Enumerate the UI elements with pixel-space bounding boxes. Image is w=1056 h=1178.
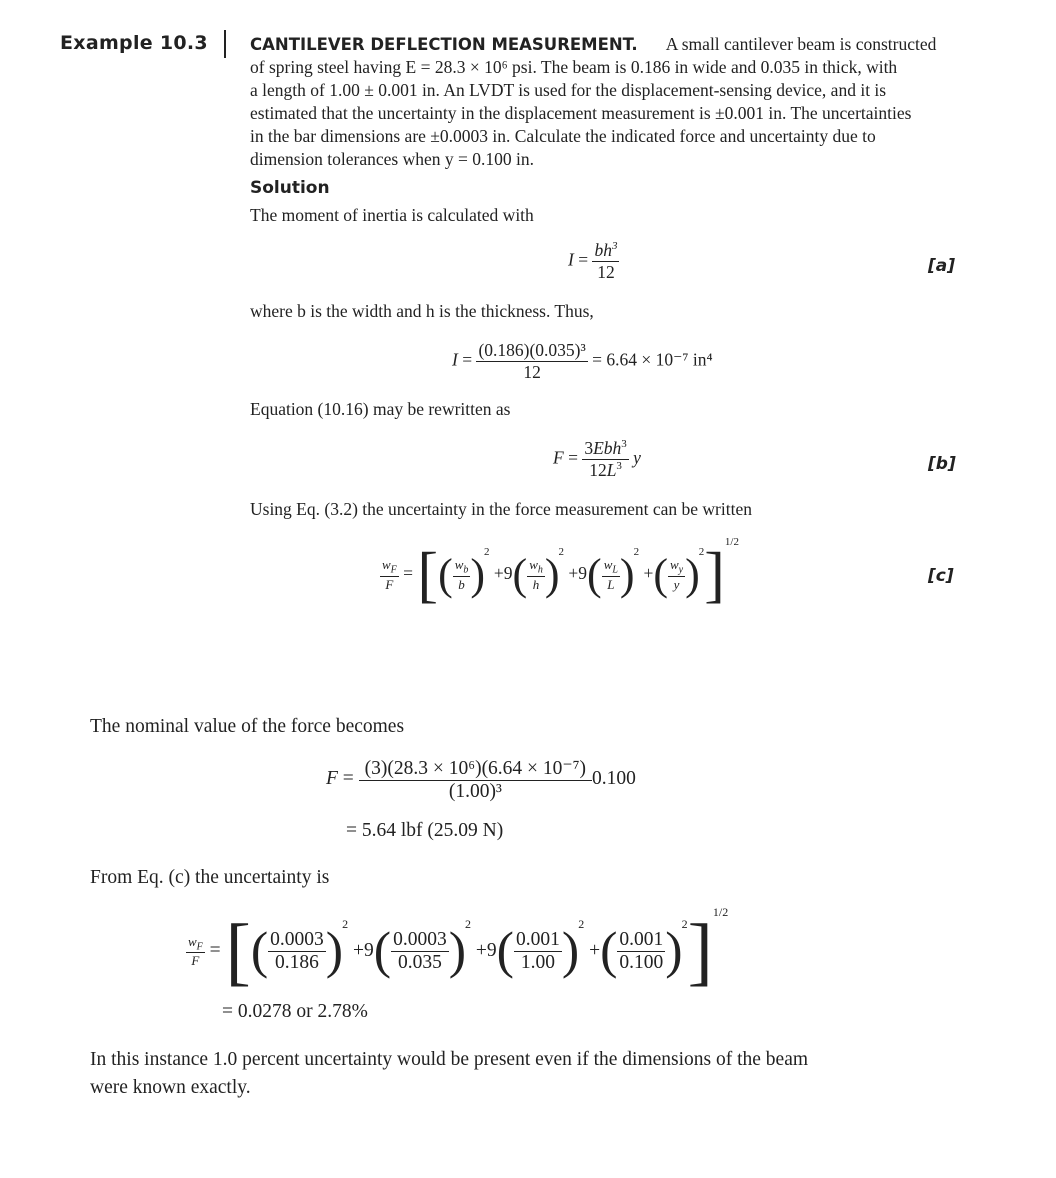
uncertainty-term-numerator: 0.0003	[393, 929, 447, 951]
example-divider	[224, 30, 226, 58]
uncertainty-term-denominator: 0.186	[275, 952, 319, 974]
conclusion-line: were known exactly.	[90, 1077, 251, 1098]
uncertainty-term-numerator: 0.001	[619, 929, 664, 951]
inertia-calculation: I = $\frac{\text{(0.186)(0.035)³}}{12}$ = 6.64 × 10⁻⁷ in⁴	[452, 340, 713, 382]
uncertainty-term-numerator: 0.0003	[270, 929, 324, 951]
example-title: CANTILEVER DEFLECTION MEASUREMENT.	[250, 35, 638, 54]
problem-statement	[250, 33, 956, 171]
nominal-text: The nominal value of the force becomes	[90, 716, 405, 737]
equation-a: I = $\frac{bh^3}{12}$	[568, 240, 618, 282]
statement-line: of spring steel having E = 28.3 × 10⁶ psi. The beam is 0.186 in wide and 0.035 in thick, with	[250, 57, 898, 77]
force-numerator: (3)(28.3 × 10⁶)(6.64 × 10⁻⁷)	[359, 756, 592, 781]
inertia-denominator: 12	[523, 362, 541, 382]
force-denominator: (1.00)³	[448, 781, 502, 802]
equation-b: F = $\frac{3Ebh^3}{12L^3}$ y	[553, 438, 641, 480]
statement-line: in the bar dimensions are ±0.0003 in. Calculate the indicated force and uncertainty due to	[250, 126, 876, 146]
uncertainty-intro: Using Eq. (3.2) the uncertainty in the force measurement can be written	[250, 499, 752, 519]
conclusion-line: In this instance 1.0 percent uncertainty would be present even if the dimensions of the beam	[90, 1049, 809, 1070]
equation-tag-c: [c]	[928, 566, 954, 586]
statement-line: A small cantilever beam is constructed	[665, 34, 937, 54]
uncertainty-calculation: $\frac{w_F}{F}$ = [( $\frac{0.0003}{0.186}$ )$^2$ +9( $\frac{0.0003}{0.035}$ )$^2$ +9( $\frac{0.001}{1.00}$ )$^2$ +( $\frac{0.001}{0.100}$ )$^2$]$^{1/2}$	[188, 905, 729, 994]
uncertainty-term-denominator: 0.035	[397, 952, 442, 974]
force-multiplier: 0.100	[592, 767, 636, 789]
equation-tag-b: [b]	[928, 454, 956, 474]
uncertainty-term-denominator: 1.00	[520, 952, 555, 974]
uncertainty-term-numerator: 0.001	[515, 929, 560, 951]
conclusion	[90, 1046, 960, 1102]
inertia-numerator: (0.186)(0.035)³	[478, 340, 586, 360]
force-calculation: F = $\frac{\text{(3)(28.3 × 10⁶)(6.64 × 10⁻⁷)}}{\text{(1.00)³}}$ 0.100	[326, 758, 636, 802]
statement-line: dimension tolerances when y = 0.100 in.	[250, 149, 534, 169]
statement-line: estimated that the uncertainty in the displacement measurement is ±0.001 in. The uncertainties	[250, 103, 912, 123]
solution-heading: Solution	[250, 178, 330, 198]
example-label: Example 10.3	[60, 32, 208, 54]
moment-intro: The moment of inertia is calculated with	[250, 205, 534, 225]
force-result: = 5.64 lbf (25.09 N)	[346, 820, 504, 841]
statement-line: a length of 1.00 ± 0.001 in. An LVDT is used for the displacement-sensing device, and it is	[250, 80, 887, 100]
equation-1016-text: Equation (10.16) may be rewritten as	[250, 399, 511, 419]
equation-tag-a: [a]	[928, 256, 956, 276]
inertia-result: = 6.64 × 10⁻⁷ in⁴	[592, 349, 713, 370]
uncertainty-term-denominator: 0.100	[619, 952, 664, 974]
equation-c: $\frac{w_F}{F}$ = [( $\frac{w_b}{b}$ )$^2$ +9( $\frac{w_h}{h}$ )$^2$ +9( $\frac{w_L}{L}$ )$^2$ +( $\frac{w_y}{y}$ )$^2$]$^{1/2}$	[382, 536, 739, 609]
uncertainty-result: = 0.0278 or 2.78%	[222, 1001, 368, 1022]
from-equation-text: From Eq. (c) the uncertainty is	[90, 867, 330, 888]
where-text: where b is the width and h is the thickness. Thus,	[250, 301, 594, 321]
